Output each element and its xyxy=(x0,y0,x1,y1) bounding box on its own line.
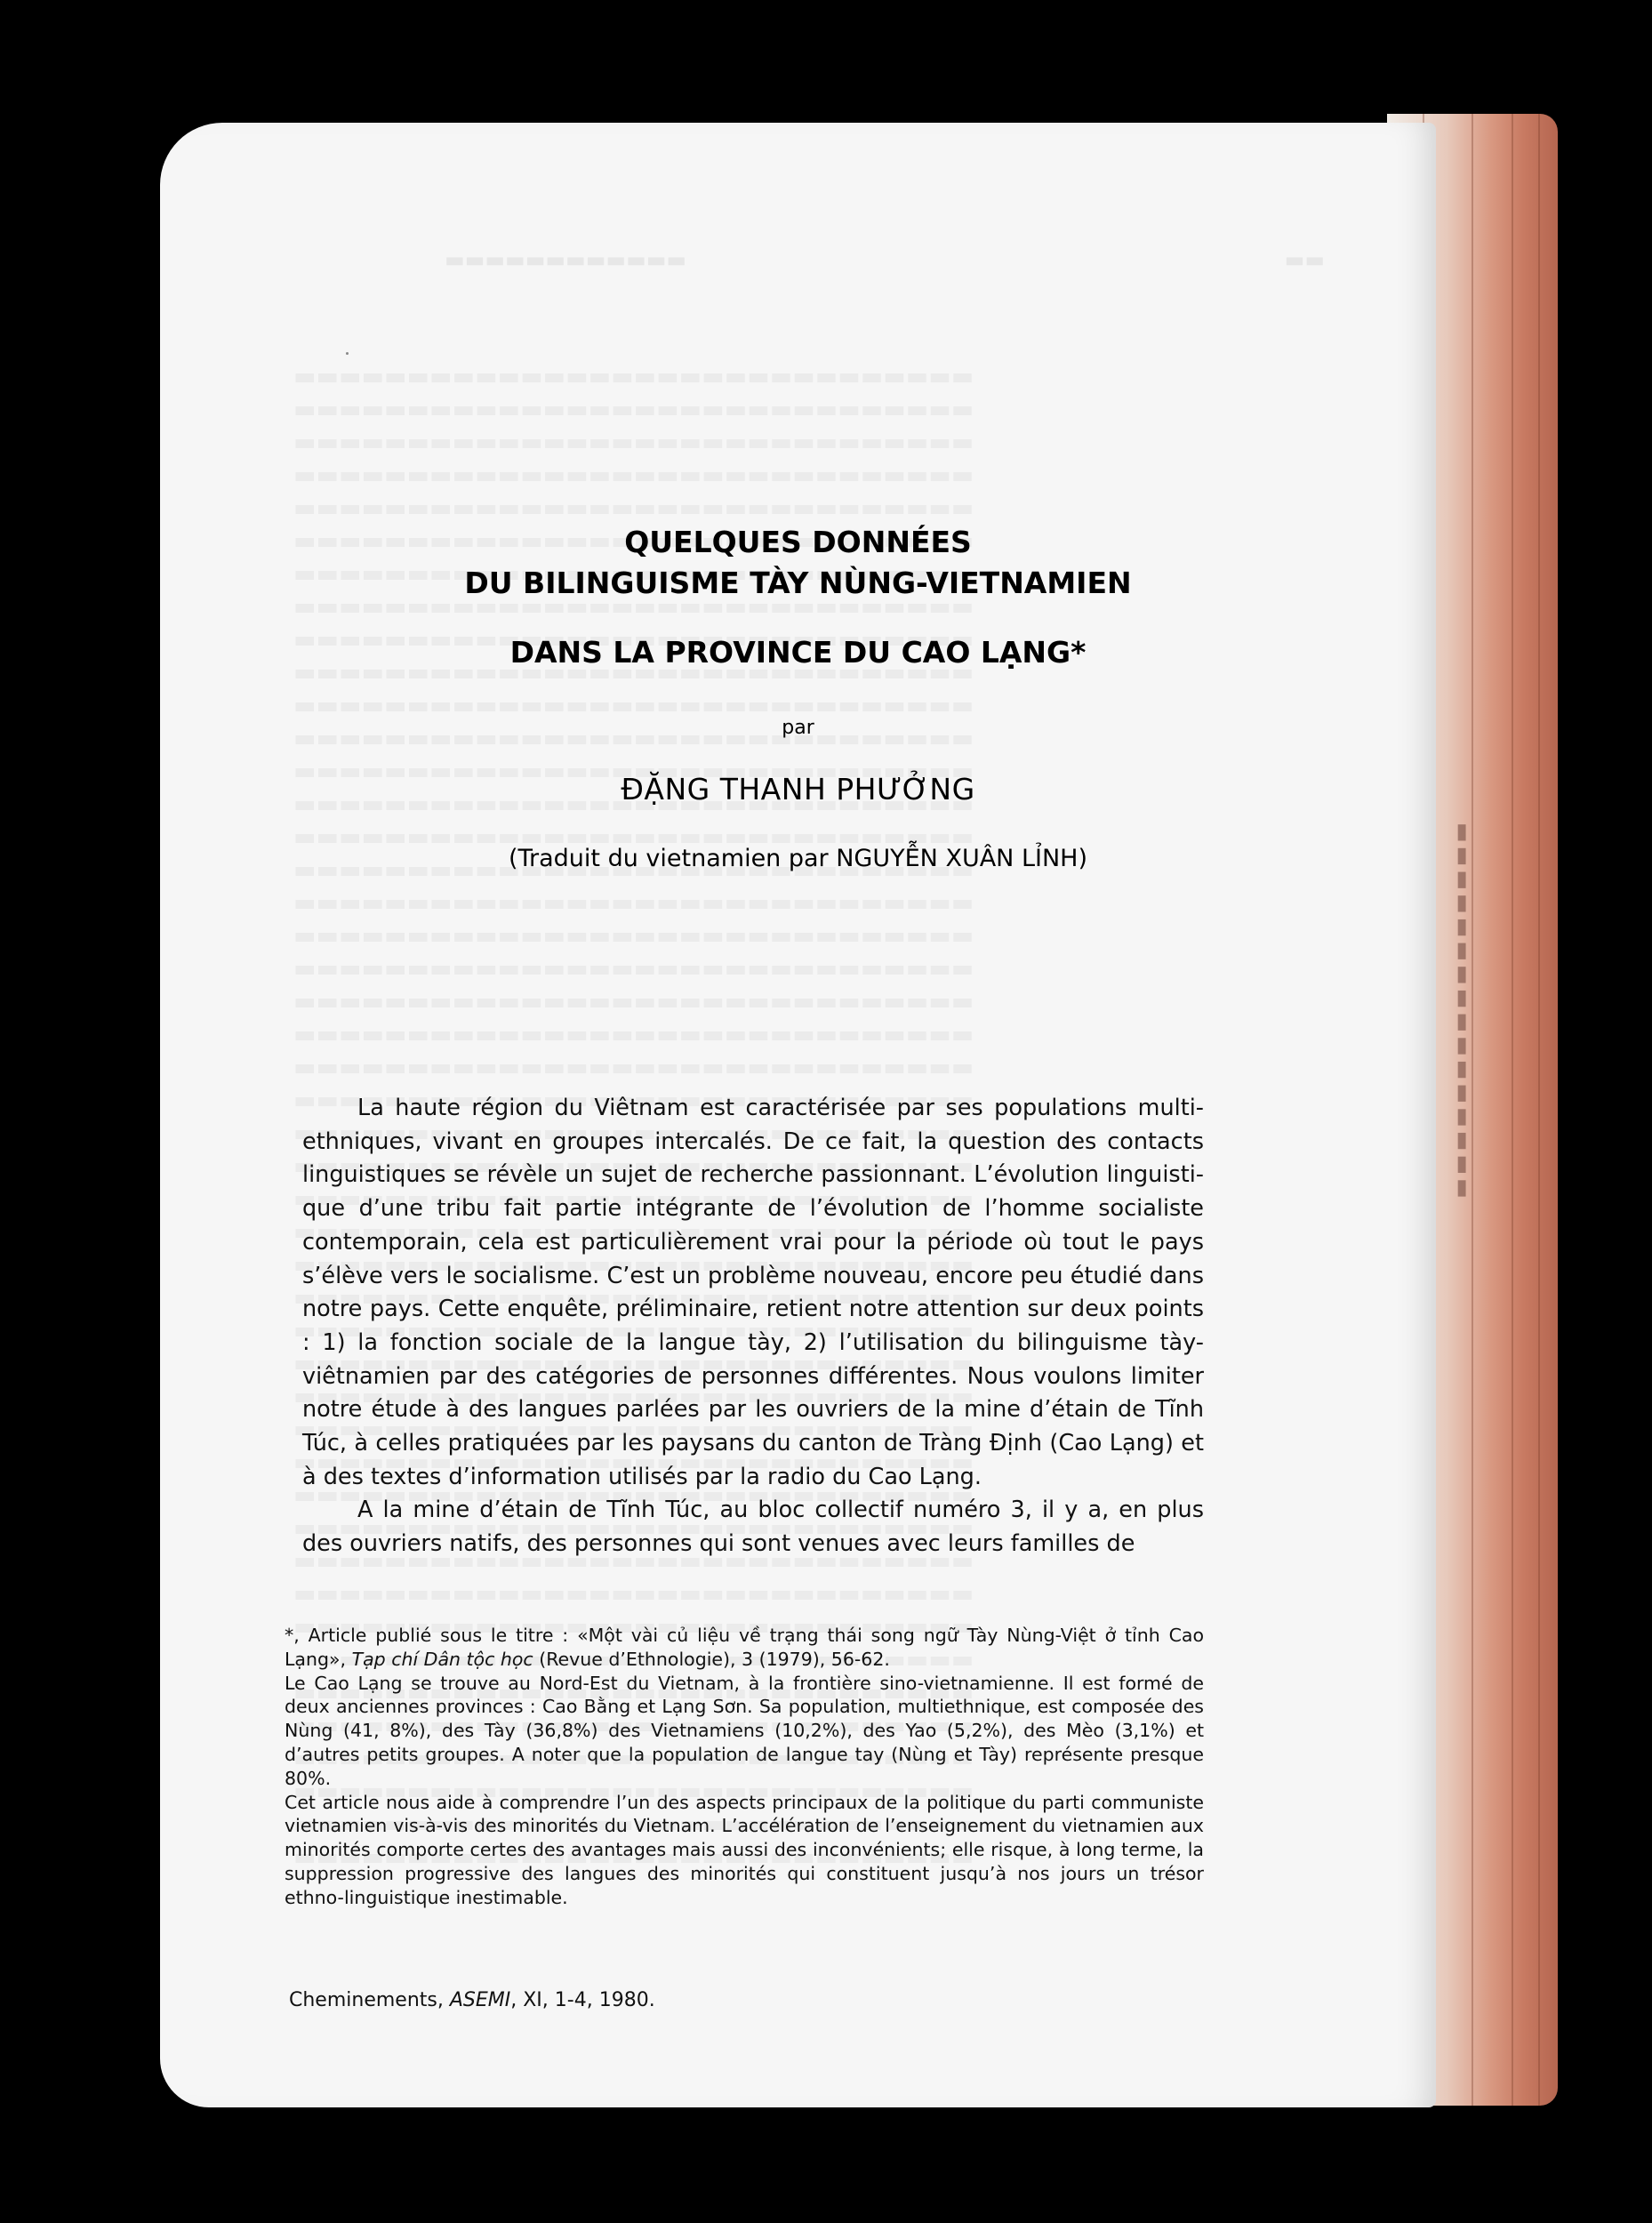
translator-line: (Traduit du vietnamien par NGUYỄN XUÂN LỈNH) xyxy=(508,845,1088,872)
footnotes xyxy=(285,1624,1204,1910)
article-body xyxy=(302,1092,1204,1561)
by-label: par xyxy=(782,717,814,739)
body-paragraph-2: A la mine d’étain de Tĩnh Túc, au bloc collectif numéro 3, il y a, en plus des ouvriers natifs, des personnes qui sont venues avec leurs familles de xyxy=(302,1497,1204,1558)
title-line-3: DANS LA PROVINCE DU CAO LẠNG* xyxy=(509,635,1087,670)
footnote-2: Le Cao Lạng se trouve au Nord-Est du Vietnam, à la frontière sino-vietnamienne. Il est formé de deux anciennes provinces : Cao Bằng et Lạng Sơn. Sa population, multiethnique, est composée des Nùng (41, 8%), des Tày (36,8%) des Vietnamiens (10,2%), des Yao (5,2%), des Mèo (3,1%) et d’autres petits groupes. A noter que la population de langue tay (Nùng et Tày) représente presque 80%. xyxy=(285,1672,1204,1789)
footer-journal: ASEMI xyxy=(449,1989,511,2011)
spine-label: ▬▬▬▬▬▬▬▬▬▬▬▬▬▬▬▬ xyxy=(1451,823,1476,1202)
title-line-2: DU BILINGUISME TÀY NÙNG-VIETNAMIEN xyxy=(464,566,1132,600)
footnote-1: *, Article publié sous le titre : «Một vài củ liệu về trạng thái song ngữ Tày Nùng-Việt ở tỉnh Cao Lạng», Tạp chí Dân tộc học (Revue d’Ethnologie), 3 (1979), 56-62. xyxy=(285,1625,1204,1670)
author-name: ĐẶNG THANH PHƯỞNG xyxy=(621,772,975,807)
title-line-1: QUELQUES DONNÉES xyxy=(624,525,972,559)
speck xyxy=(346,352,349,355)
show-through-header: ▬▬▬▬▬▬▬▬▬▬▬▬ ▬▬ xyxy=(445,247,1325,272)
citation-footer: Cheminements, ASEMI, XI, 1-4, 1980. xyxy=(289,1989,655,2011)
footnote-3: Cet article nous aide à comprendre l’un des aspects principaux de la politique du parti communiste vietnamien vis-à-vis des minorités du Vietnam. L’accélération de l’enseignement du vietnamien aux minorités comporte certes des avantages mais aussi des inconvénients; elle risque, à long terme, la suppression progressive des langues des minorités qui constituent jusqu’à nos jours un trésor ethno-linguistique inestimable. xyxy=(285,1791,1204,1908)
journal-title: Tạp chí Dân tộc học xyxy=(351,1648,533,1670)
body-paragraph-1: La haute région du Viêtnam est caractérisée par ses populations multiethniques, vivant en groupes intercalés. De ce fait, la question des contacts linguistiques se révèle un sujet de recherche passionnant. L’évolution linguistique d’une tribu fait partie intégrante de l’évolution de l’homme socialiste contemporain, cela est particulièrement vrai pour la période où tout le pays s’élève vers le socialisme. C’est un problème nouveau, encore peu étudié dans notre pays. Cette enquête, préliminaire, retient notre attention sur deux points : 1) la fonction sociale de la langue tày, 2) l’utilisation du bilinguisme tày-viêtnamien par des catégories de personnes différentes. Nous voulons limiter notre étude à des langues parlées par les ouvriers de la mine d’étain de Tĩnh Túc, à celles pratiquées par les paysans du canton de Tràng Định (Cao Lạng) et à des textes d’information utilisés par la radio du Cao Lạng. xyxy=(302,1095,1204,1490)
